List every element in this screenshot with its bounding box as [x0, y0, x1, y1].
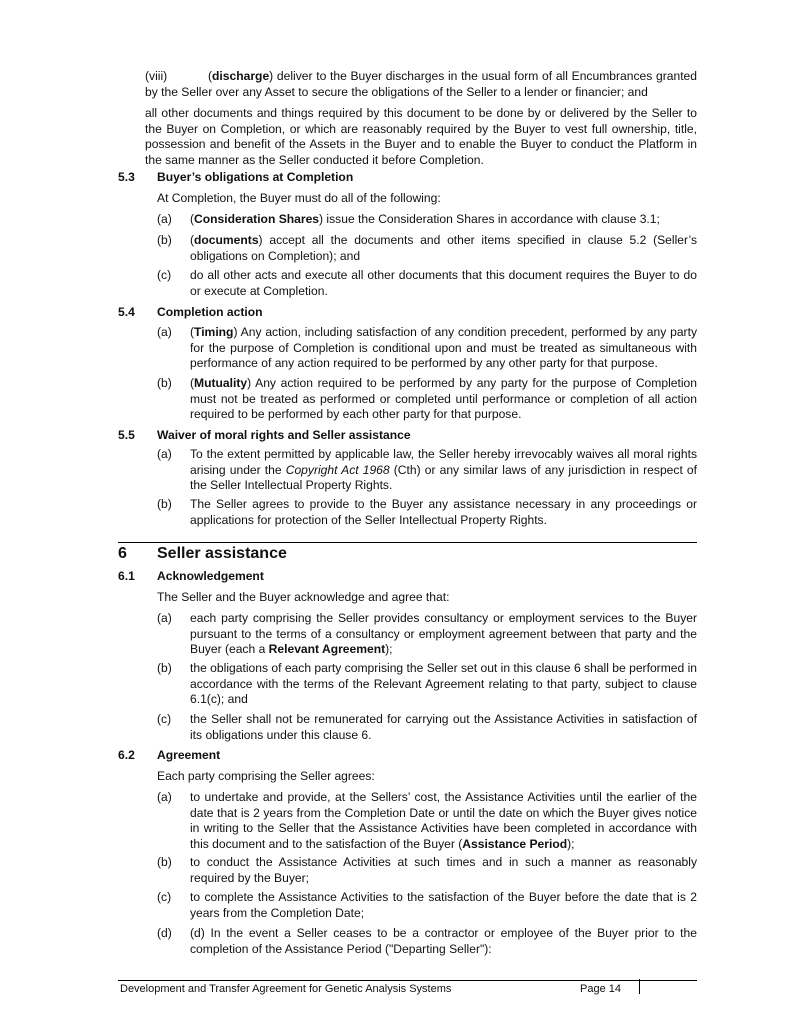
clause-6-1-b-text: the obligations of each party comprising the Seller set out in this clause 6 shall be performed in accordance with the terms of the Relevant Agreement relating to that party, subject to clause 6.1(c); and	[190, 661, 697, 706]
clause-title-5-4: Completion action	[157, 305, 263, 319]
item-label: (b)	[157, 661, 172, 675]
paragraph-all-other-documents: all other documents and things required by this document to be done by or delivered by the Seller to the Buyer on Completion, or which are reasonably required by the Buyer to vest full ownership, title, possession and benefit of the Assets in the Buyer and to enable the Buyer to conduct the Platform in the same manner as the Seller conducted it before Completion.	[145, 106, 697, 167]
clause-5-4-b-text: (Mutuality) Any action required to be performed by any party for the purpose of Completion must not be treated as performed or completed until performance or completion of all action required to be performed by each other party for that purpose.	[190, 376, 697, 421]
item-label: (c)	[157, 890, 172, 904]
clause-5-5-a-text: To the extent permitted by applicable law, the Seller hereby irrevocably waives all moral rights arising under the Copyright Act 1968 (Cth) or any similar laws of any jurisdiction in respect of the Seller Intellectual Property Rights.	[190, 447, 698, 492]
clause-6-2-b-text: to conduct the Assistance Activities at such times and in such a manner as reasonably required by the Buyer;	[190, 855, 697, 885]
footer-rule	[118, 980, 697, 981]
item-label: (c)	[157, 712, 172, 726]
item-label: (a)	[157, 447, 172, 461]
section-divider	[118, 542, 697, 543]
item-label: (b)	[157, 855, 172, 869]
clause-number-5-4: 5.4	[118, 305, 135, 319]
clause-number-6-1: 6.1	[118, 569, 135, 583]
clause-5-3-a-text: (Consideration Shares) issue the Consideration Shares in accordance with clause 3.1;	[190, 212, 660, 226]
clause-6-2-d-text: (d) In the event a Seller ceases to be a contractor or employee of the Buyer prior to the completion of the Assistance Period ("Departing Seller"):	[190, 926, 697, 956]
clause-title-5-3: Buyer’s obligations at Completion	[157, 170, 354, 184]
clause-5-3-b-text: (documents) accept all the documents and other items specified in clause 5.2 (Seller’s obligations on Completion); and	[190, 233, 697, 263]
section-number-6: 6	[118, 545, 127, 562]
clause-number-5-5: 5.5	[118, 428, 135, 442]
item-label: (b)	[157, 376, 172, 390]
item-label: (c)	[157, 268, 172, 282]
footer-document-title: Development and Transfer Agreement for Genetic Analysis Systems	[120, 983, 452, 995]
item-label: (d)	[157, 926, 172, 940]
clause-number-6-2: 6.2	[118, 748, 135, 762]
clause-title-6-2: Agreement	[157, 748, 221, 762]
clause-title-6-1: Acknowledgement	[157, 569, 264, 583]
clause-6-1-a-text: each party comprising the Seller provides consultancy or employment services to the Buyer pursuant to the terms of a consultancy or employment agreement between that party and the Buyer (each a Relevant Agreement);	[190, 611, 697, 656]
clause-5-5-b-text: The Seller agrees to provide to the Buyer any assistance necessary in any proceedings or applications for protection of the Seller Intellectual Property Rights.	[190, 497, 697, 527]
clause-6-2-intro: Each party comprising the Seller agrees:	[157, 769, 375, 783]
item-label: (a)	[157, 212, 172, 226]
clause-number-5-3: 5.3	[118, 170, 135, 184]
clause-6-1-c-text: the Seller shall not be remunerated for carrying out the Assistance Activities in satisfaction of its obligations under this clause 6.	[190, 712, 697, 742]
clause-6-2-a-text: to undertake and provide, at the Sellers’ cost, the Assistance Activities until the earlier of the date that is 2 years from the Completion Date or until the date on which the Buyer gives notice in writing to the Seller that the Assistance Activities have been completed in accordance with this document and to the satisfaction of the Buyer (Assistance Period);	[190, 790, 697, 851]
footer-separator	[639, 979, 640, 994]
clause-6-1-intro: The Seller and the Buyer acknowledge and agree that:	[157, 590, 450, 604]
clause-5-3-intro: At Completion, the Buyer must do all of the following:	[157, 191, 441, 205]
item-label: (b)	[157, 497, 172, 511]
clause-5-4-a-text: (Timing) Any action, including satisfaction of any condition precedent, performed by any party for the purpose of Completion is conditional upon and must be treated as simultaneous with performance of any action required to be performed by any other party for that purpose.	[190, 325, 697, 370]
item-label-viii: (viii)	[145, 69, 168, 83]
clause-title-5-5: Waiver of moral rights and Seller assistance	[157, 428, 411, 442]
defined-term: discharge	[212, 69, 270, 83]
item-label: (a)	[157, 611, 172, 625]
item-viii-text: (discharge) deliver to the Buyer discharges in the usual form of all Encumbrances granted by the Seller over any Asset to secure the obligations of the Seller to a lender or financier; and	[145, 69, 697, 99]
item-label: (b)	[157, 233, 172, 247]
item-label: (a)	[157, 790, 172, 804]
footer-page-number: Page 14	[580, 983, 621, 995]
section-title-6: Seller assistance	[157, 545, 287, 562]
item-label: (a)	[157, 325, 172, 339]
clause-5-3-c-text: do all other acts and execute all other documents that this document requires the Buyer to do or execute at Completion.	[190, 268, 697, 298]
clause-6-2-c-text: to complete the Assistance Activities to the satisfaction of the Buyer before the date that is 2 years from the Completion Date;	[190, 890, 697, 920]
